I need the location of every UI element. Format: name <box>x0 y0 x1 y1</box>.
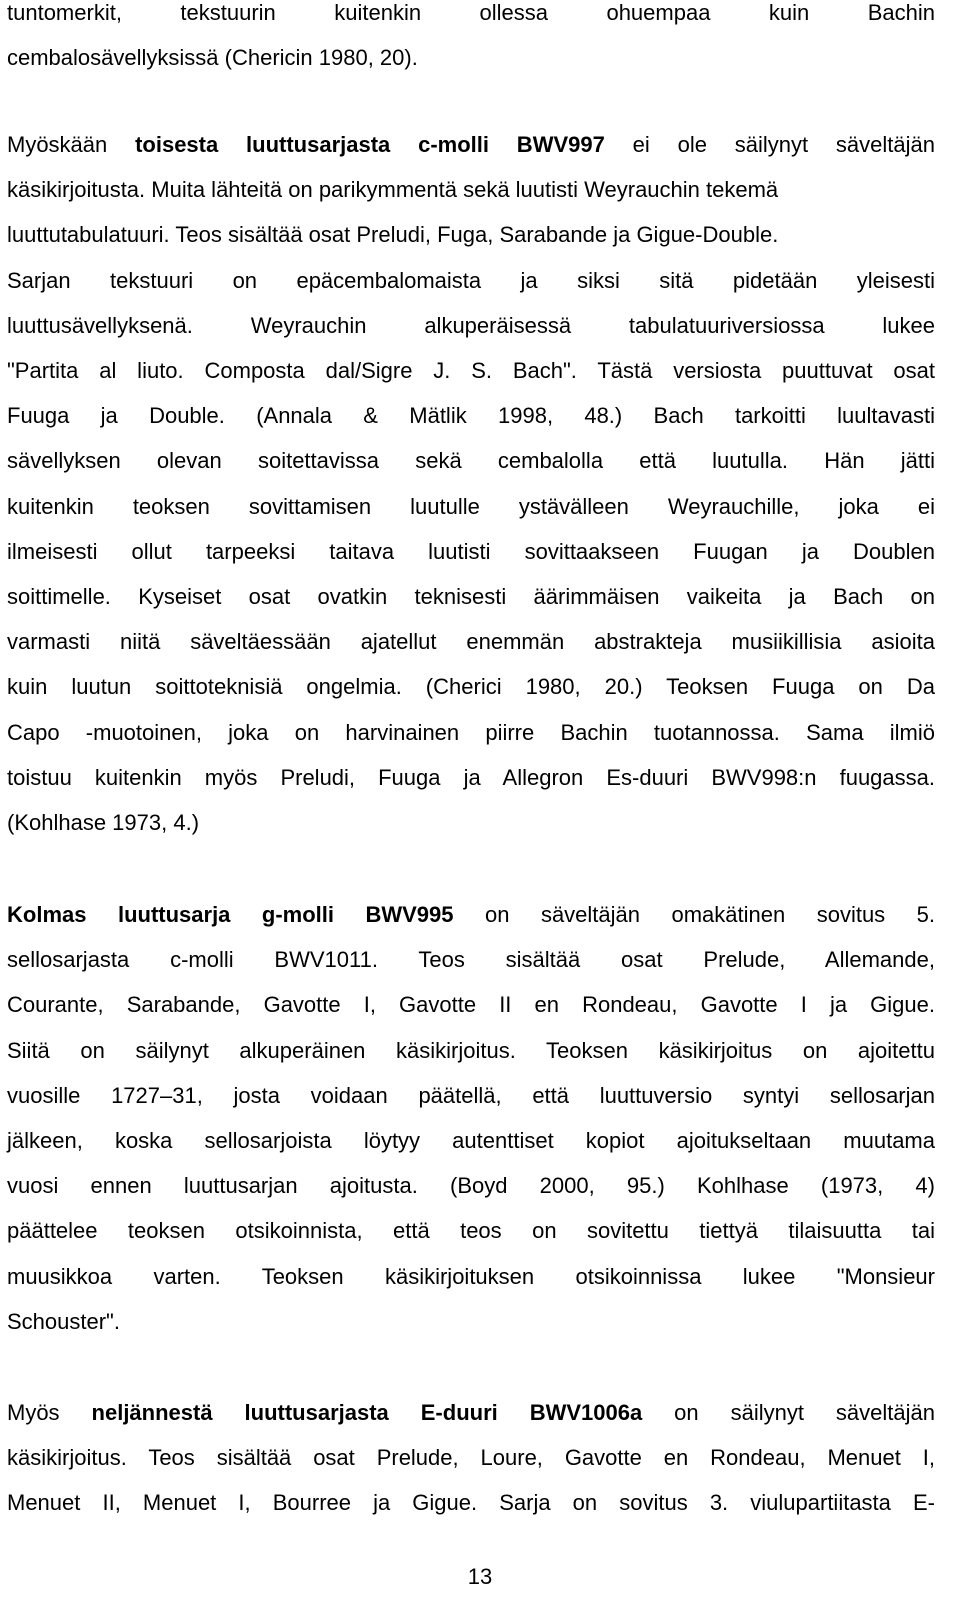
text-line <box>7 574 935 619</box>
text-line <box>7 619 935 664</box>
text-segment: Capo -muotoinen, joka on harvinainen piirre Bachin tuotannossa. Sama ilmiö <box>7 719 935 745</box>
text-segment: Schouster". <box>7 1308 120 1334</box>
text-line <box>7 348 935 393</box>
text-segment: kuitenkin teoksen sovittamisen luutulle ystävälleen Weyrauchille, joka ei <box>7 493 935 519</box>
text-line <box>7 484 935 529</box>
text-segment: vuosille 1727–31, josta voidaan päätellä, että luuttuversio syntyi sellosarjan <box>7 1082 935 1108</box>
text-segment: varmasti niitä säveltäessään ajatellut enemmän abstrakteja musiikillisia asioita <box>7 629 935 655</box>
text-line <box>7 303 935 348</box>
text-line <box>7 1390 935 1435</box>
text-segment: päättelee teoksen otsikoinnista, että teos on sovitettu tiettyä tilaisuutta tai <box>7 1218 935 1244</box>
text-segment: Fuuga ja Double. (Annala & Mätlik 1998, 48.) Bach tarkoitti luultavasti <box>7 403 935 429</box>
text-line <box>7 1028 935 1073</box>
text-line <box>7 212 935 257</box>
text-line <box>7 122 935 167</box>
text-segment: käsikirjoitusta. Muita lähteitä on parikymmentä sekä luutisti Weyrauchin tekemä <box>7 177 779 203</box>
text-segment: tuntomerkit, tekstuurin kuitenkin ollessa ohuempaa kuin Bachin <box>7 0 935 25</box>
text-segment: sävellyksen olevan soitettavissa sekä cembalolla että luutulla. Hän jätti <box>7 448 935 474</box>
text-segment: sellosarjasta c-molli BWV1011. Teos sisältää osat Prelude, Allemande, <box>7 947 935 973</box>
text-segment: Myöskään <box>7 132 136 157</box>
bold-heading-text: Kolmas luuttusarja g-molli BWV995 <box>7 902 454 927</box>
text-segment: toistuu kuitenkin myös Preludi, Fuuga ja Allegron Es-duuri BWV998:n fuugassa. <box>7 764 935 790</box>
text-segment: Myös <box>7 1400 92 1425</box>
text-line <box>7 529 935 574</box>
text-segment: ei ole säilynyt säveltäjän <box>604 132 935 157</box>
text-segment: käsikirjoitus. Teos sisältää osat Prelude, Loure, Gavotte en Rondeau, Menuet I, <box>7 1445 935 1471</box>
text-line <box>7 35 935 80</box>
text-segment: muusikkoa varten. Teoksen käsikirjoituksen otsikoinnissa lukee "Monsieur <box>7 1263 935 1289</box>
text-segment: on säveltäjän omakätinen sovitus 5. <box>453 902 936 927</box>
text-line <box>7 1163 935 1208</box>
text-line <box>7 393 935 438</box>
text-line <box>7 1435 935 1480</box>
text-segment: on säilynyt säveltäjän <box>642 1400 935 1425</box>
text-line <box>7 167 935 212</box>
bold-heading-text: neljännestä luuttusarjasta E-duuri BWV1006a <box>91 1400 643 1425</box>
text-segment: cembalosävellyksissä (Chericin 1980, 20). <box>7 45 418 71</box>
text-line <box>7 0 935 35</box>
text-line <box>7 710 935 755</box>
text-segment: ilmeisesti ollut tarpeeksi taitava luutisti sovittaakseen Fuugan ja Doublen <box>7 538 935 564</box>
text-segment: Menuet II, Menuet I, Bourree ja Gigue. Sarja on sovitus 3. viulupartiitasta E- <box>7 1490 935 1516</box>
text-segment: (Kohlhase 1973, 4.) <box>7 810 200 835</box>
text-line <box>7 1208 935 1253</box>
text-segment: vuosi ennen luuttusarjan ajoitusta. (Boyd 2000, 95.) Kohlhase (1973, 4) <box>7 1173 935 1199</box>
text-line <box>7 664 935 709</box>
text-line <box>7 1073 935 1118</box>
text-line <box>7 258 935 303</box>
text-line <box>7 438 935 483</box>
text-line <box>7 982 935 1027</box>
text-line <box>7 1254 935 1299</box>
text-line <box>7 1118 935 1163</box>
text-line <box>7 800 935 845</box>
text-segment: soittimelle. Kyseiset osat ovatkin teknisesti äärimmäisen vaikeita ja Bach on <box>7 584 935 609</box>
text-segment: kuin luutun soittoteknisiä ongelmia. (Cherici 1980, 20.) Teoksen Fuuga on Da <box>7 674 935 700</box>
page-number: 13 <box>467 1564 493 1589</box>
text-line <box>7 937 935 982</box>
text-segment: luuttusävellyksenä. Weyrauchin alkuperäisessä tabulatuuriversiossa lukee <box>7 312 935 338</box>
text-segment: Courante, Sarabande, Gavotte I, Gavotte II en Rondeau, Gavotte I ja Gigue. <box>7 992 935 1018</box>
text-line <box>7 892 935 937</box>
text-line <box>7 1299 935 1344</box>
text-segment: Siitä on säilynyt alkuperäinen käsikirjoitus. Teoksen käsikirjoitus on ajoitettu <box>7 1037 935 1063</box>
text-segment: "Partita al liuto. Composta dal/Sigre J. S. Bach". Tästä versiosta puuttuvat osat <box>7 358 935 383</box>
text-line <box>7 1480 935 1525</box>
text-segment: Sarjan tekstuuri on epäcembalomaista ja siksi sitä pidetään yleisesti <box>7 267 935 293</box>
text-segment: luuttutabulatuuri. Teos sisältää osat Preludi, Fuga, Sarabande ja Gigue-Double. <box>7 222 779 248</box>
text-line <box>7 755 935 800</box>
text-segment: jälkeen, koska sellosarjoista löytyy autenttiset kopiot ajoitukseltaan muutama <box>7 1128 935 1153</box>
bold-heading-text: toisesta luuttusarjasta c-molli BWV997 <box>135 132 605 157</box>
